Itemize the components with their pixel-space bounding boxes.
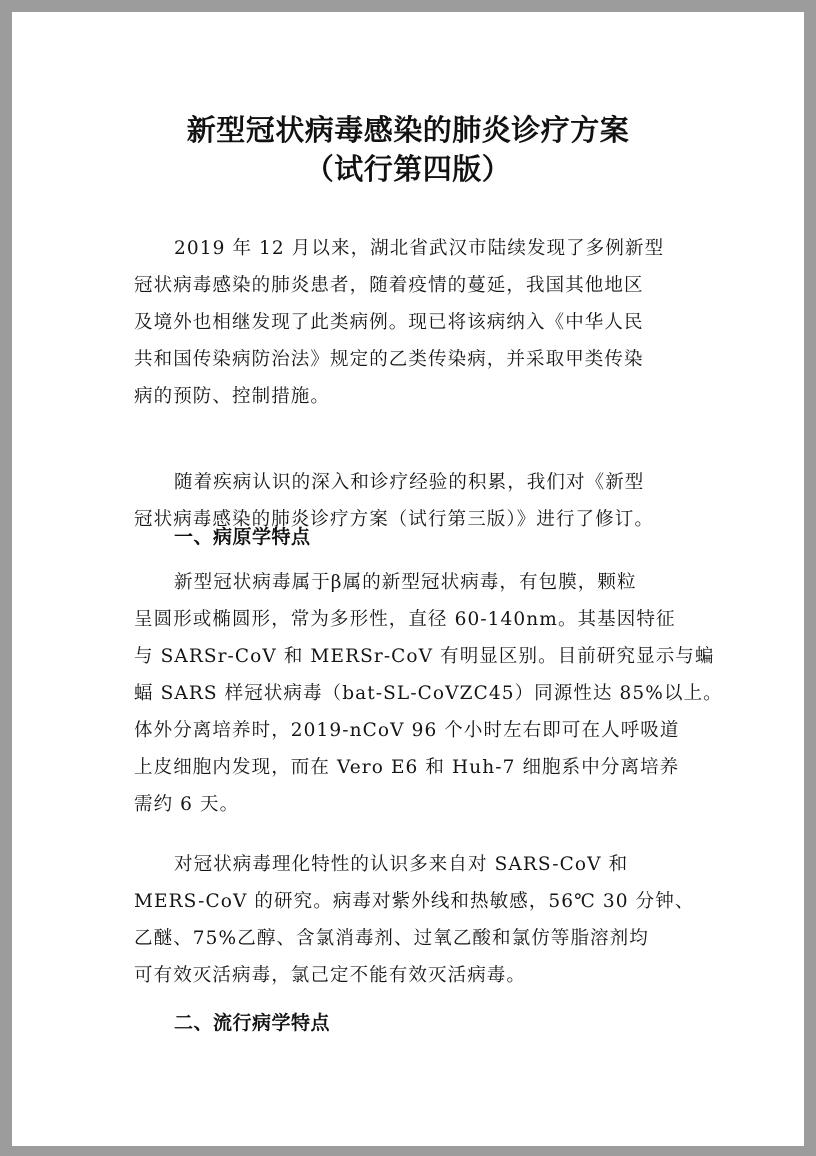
paragraph-line: 可有效灭活病毒，氯己定不能有效灭活病毒。	[134, 965, 527, 986]
paragraph-line: 及境外也相继发现了此类病例。现已将该病纳入《中华人民	[134, 312, 644, 333]
paragraph-line: 随着疾病认识的深入和诊疗经验的积累，我们对《新型	[174, 472, 645, 493]
paragraph-line: 上皮细胞内发现，而在 Vero E6 和 Huh-7 细胞系中分离培养	[134, 757, 680, 778]
paragraph-line: 蝠 SARS 样冠状病毒（bat-SL-CoVZC45）同源性达 85%以上。	[134, 683, 723, 704]
paragraph-etiology	[134, 564, 723, 823]
paragraph-line: 需约 6 天。	[134, 794, 240, 815]
paragraph-line: 对冠状病毒理化特性的认识多来自对 SARS-CoV 和	[174, 854, 629, 875]
paragraph-line: 冠状病毒感染的肺炎患者，随着疫情的蔓延，我国其他地区	[134, 275, 644, 296]
paragraph-physicochemical	[134, 846, 694, 994]
section-heading-epidemiology: 二、流行病学特点	[174, 1012, 331, 1034]
document-subtitle: （试行第四版）	[304, 152, 512, 186]
paragraph-line: 共和国传染病防治法》规定的乙类传染病，并采取甲类传染	[134, 349, 644, 370]
document-page	[12, 12, 804, 1146]
paragraph-line: 冠状病毒感染的肺炎诊疗方案（试行第三版）》进行了修订。	[134, 509, 654, 530]
section-heading-etiology: 一、病原学特点	[174, 526, 311, 548]
paragraph-line: 病的预防、控制措施。	[134, 386, 331, 407]
paragraph-line: MERS-CoV 的研究。病毒对紫外线和热敏感，56℃ 30 分钟、	[134, 891, 695, 912]
paragraph-intro	[134, 230, 694, 415]
paragraph-line: 与 SARSr-CoV 和 MERSr-CoV 有明显区别。目前研究显示与蝙	[134, 646, 715, 667]
paragraph-line: 呈圆形或椭圆形，常为多形性，直径 60-140nm。其基因特征	[134, 609, 676, 630]
paragraph-line: 新型冠状病毒属于β属的新型冠状病毒，有包膜，颗粒	[174, 572, 637, 593]
paragraph-line: 2019 年 12 月以来，湖北省武汉市陆续发现了多例新型	[174, 238, 665, 259]
paragraph-line: 体外分离培养时，2019-nCoV 96 个小时左右即可在人呼吸道	[134, 720, 680, 741]
document-title: 新型冠状病毒感染的肺炎诊疗方案	[186, 113, 630, 147]
paragraph-line: 乙醚、75%乙醇、含氯消毒剂、过氧乙酸和氯仿等脂溶剂均	[134, 928, 649, 949]
